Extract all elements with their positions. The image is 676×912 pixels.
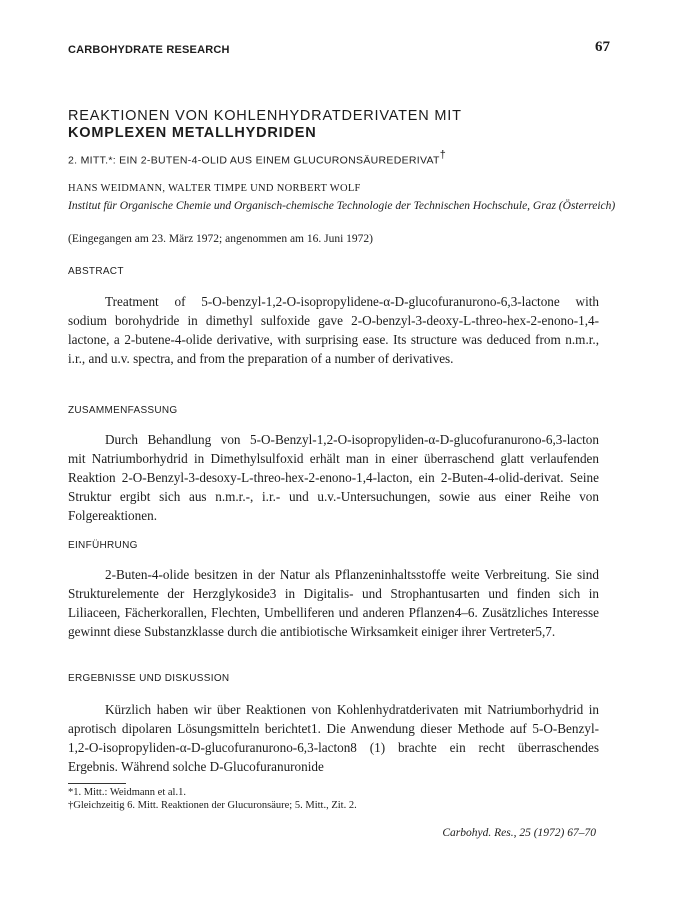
article-title bbox=[68, 108, 608, 142]
title-line-1: REAKTIONEN VON KOHLENHYDRATDERIVATEN MIT bbox=[68, 108, 462, 124]
zusammenfassung-heading: ZUSAMMENFASSUNG bbox=[68, 405, 178, 416]
authors: HANS WEIDMANN, WALTER TIMPE UND NORBERT WOLF bbox=[68, 183, 361, 194]
subtitle-footnote-mark: † bbox=[439, 149, 446, 161]
zusammenfassung-body bbox=[68, 430, 599, 525]
einfuehrung-heading: EINFÜHRUNG bbox=[68, 540, 138, 551]
ergebnisse-body bbox=[68, 700, 599, 776]
zusammenfassung-text: Durch Behandlung von 5-O-Benzyl-1,2-O-isopropyliden-α-D-glucofuranurono-6,3-lacton mit Natriumborhydrid in Dimethylsulfoxid erhält man in einer überraschend glatt verlaufenden Reaktion 2-O-Benzyl-3-desoxy-L-threo-hex-2-enono-1,4-lacton, ein 2-Buten-4-olid-derivat. Seine Struktur ergibt sich aus n.m.r.-, i.r.- und u.v.-Untersuchungen, sowie aus einer Reihe von Folgereaktionen. bbox=[68, 432, 599, 523]
journal-citation: Carbohyd. Res., 25 (1972) 67–70 bbox=[442, 827, 596, 839]
ergebnisse-text: Kürzlich haben wir über Reaktionen von Kohlenhydratderivaten mit Natriumborhydrid in aprotisch dipolaren Lösungsmitteln berichtet1. Die Anwendung dieser Methode auf 5-O-Benzyl-1,2-O-isopropyliden-α-D-glucofuranurono-6,3-lacton8 (1) brachte ein recht überraschendes Ergebnis. Während solche D-Glucofuranuronide bbox=[68, 702, 599, 774]
footnote-divider bbox=[68, 783, 126, 784]
affiliation: Institut für Organische Chemie und Organisch-chemische Technologie der Technischen Hochschule, Graz (Österreich) bbox=[68, 200, 616, 212]
subtitle-text: 2. MITT.*: EIN 2-BUTEN-4-OLID AUS EINEM GLUCURONSÄUREDERIVAT bbox=[68, 154, 440, 167]
abstract-body bbox=[68, 292, 599, 368]
ergebnisse-heading: ERGEBNISSE UND DISKUSSION bbox=[68, 673, 230, 684]
footnotes bbox=[68, 786, 628, 812]
title-line-2: KOMPLEXEN METALLHYDRIDEN bbox=[68, 125, 317, 141]
einfuehrung-text: 2-Buten-4-olide besitzen in der Natur als Pflanzeninhaltsstoffe weite Verbreitung. Sie sind Strukturelemente der Herzglykoside3 in Digitalis- und Strophantusarten und finden sich in Liliaceen, Fächerkorallen, Flechten, Umbelliferen und anderen Pflanzen4–6. Zusätzliches Interesse gewinnt diese Substanzklasse durch die antibiotische Wirksamkeit einiger ihrer Vertreter5,7. bbox=[68, 567, 599, 639]
page-number: 67 bbox=[595, 39, 610, 55]
footnote-2: †Gleichzeitig 6. Mitt. Reaktionen der Glucuronsäure; 5. Mitt., Zit. 2. bbox=[68, 800, 357, 811]
footnote-1: *1. Mitt.: Weidmann et al.1. bbox=[68, 787, 186, 798]
received-dates: (Eingegangen am 23. März 1972; angenommen am 16. Juni 1972) bbox=[68, 233, 373, 245]
abstract-heading: ABSTRACT bbox=[68, 266, 124, 277]
abstract-text: Treatment of 5-O-benzyl-1,2-O-isopropylidene-α-D-glucofuranurono-6,3-lactone with sodium borohydride in dimethyl sulfoxide gave 2-O-benzyl-3-deoxy-L-threo-hex-2-enono-1,4-lactone, a 2-butene-4-olide derivative, with surprising ease. Its structure was deduced from n.m.r., i.r., and u.v. spectra, and from the preparation of a number of derivatives. bbox=[68, 294, 599, 366]
einfuehrung-body bbox=[68, 565, 599, 641]
article-subtitle bbox=[68, 147, 628, 168]
journal-name: CARBOHYDRATE RESEARCH bbox=[68, 44, 230, 56]
